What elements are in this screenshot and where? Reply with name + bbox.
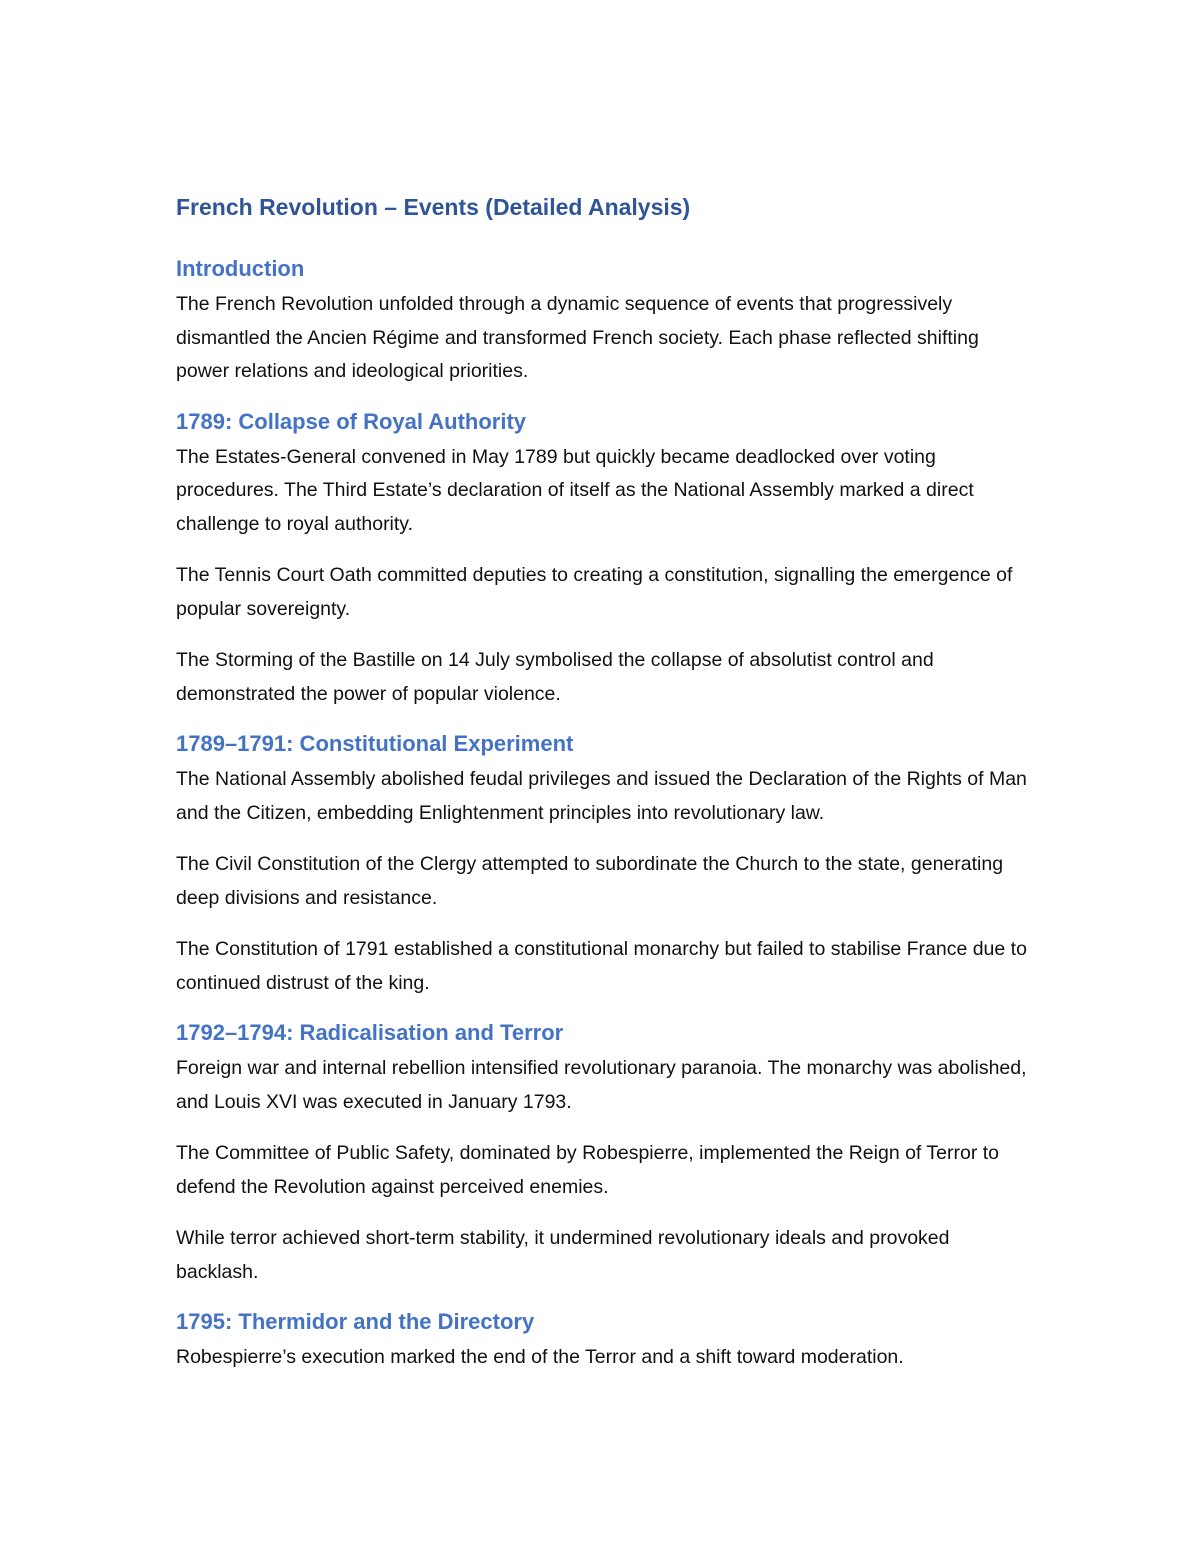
paragraph: The French Revolution unfolded through a dynamic sequence of events that progressively dismantled the Ancien Régime and transformed French society. Each phase reflected shifting power relations and ideological priorities.	[176, 293, 979, 382]
section-heading: 1795: Thermidor and the Directory	[176, 1309, 535, 1334]
paragraph: The Tennis Court Oath committed deputies to creating a constitution, signalling the emergence of popular sovereignty.	[176, 564, 1013, 620]
paragraph: The Estates-General convened in May 1789 but quickly became deadlocked over voting procedures. The Third Estate’s declaration of itself as the National Assembly marked a direct challenge to royal authority.	[176, 445, 974, 535]
paragraph: While terror achieved short-term stability, it undermined revolutionary ideals and provoked backlash.	[176, 1227, 950, 1283]
section-1789	[176, 407, 1036, 712]
section-introduction	[176, 254, 1036, 389]
section-1789-1791	[176, 729, 1036, 1000]
paragraph: Foreign war and internal rebellion intensified revolutionary paranoia. The monarchy was abolished, and Louis XVI was executed in January 1793.	[176, 1057, 1027, 1113]
document-title: French Revolution – Events (Detailed Analysis)	[176, 194, 691, 220]
section-heading: 1789–1791: Constitutional Experiment	[176, 731, 574, 756]
section-heading: 1789: Collapse of Royal Authority	[176, 408, 527, 434]
paragraph: The Constitution of 1791 established a constitutional monarchy but failed to stabilise France due to continued distrust of the king.	[176, 938, 1027, 994]
paragraph: The National Assembly abolished feudal privileges and issued the Declaration of the Rights of Man and the Citizen, embedding Enlightenment principles into revolutionary law.	[176, 768, 1027, 824]
section-1792-1794	[176, 1018, 1036, 1289]
section-heading: 1792–1794: Radicalisation and Terror	[176, 1020, 564, 1045]
paragraph: The Civil Constitution of the Clergy attempted to subordinate the Church to the state, generating deep divisions and resistance.	[176, 853, 1004, 909]
paragraph: The Storming of the Bastille on 14 July symbolised the collapse of absolutist control and demonstrated the power of popular violence.	[176, 649, 934, 705]
paragraph: Robespierre’s execution marked the end of the Terror and a shift toward moderation.	[176, 1346, 904, 1368]
section-1795	[176, 1307, 1036, 1375]
section-heading: Introduction	[176, 256, 305, 281]
paragraph: The Committee of Public Safety, dominated by Robespierre, implemented the Reign of Terror to defend the Revolution against perceived enemies.	[176, 1142, 1000, 1198]
document-page	[176, 190, 1036, 1393]
